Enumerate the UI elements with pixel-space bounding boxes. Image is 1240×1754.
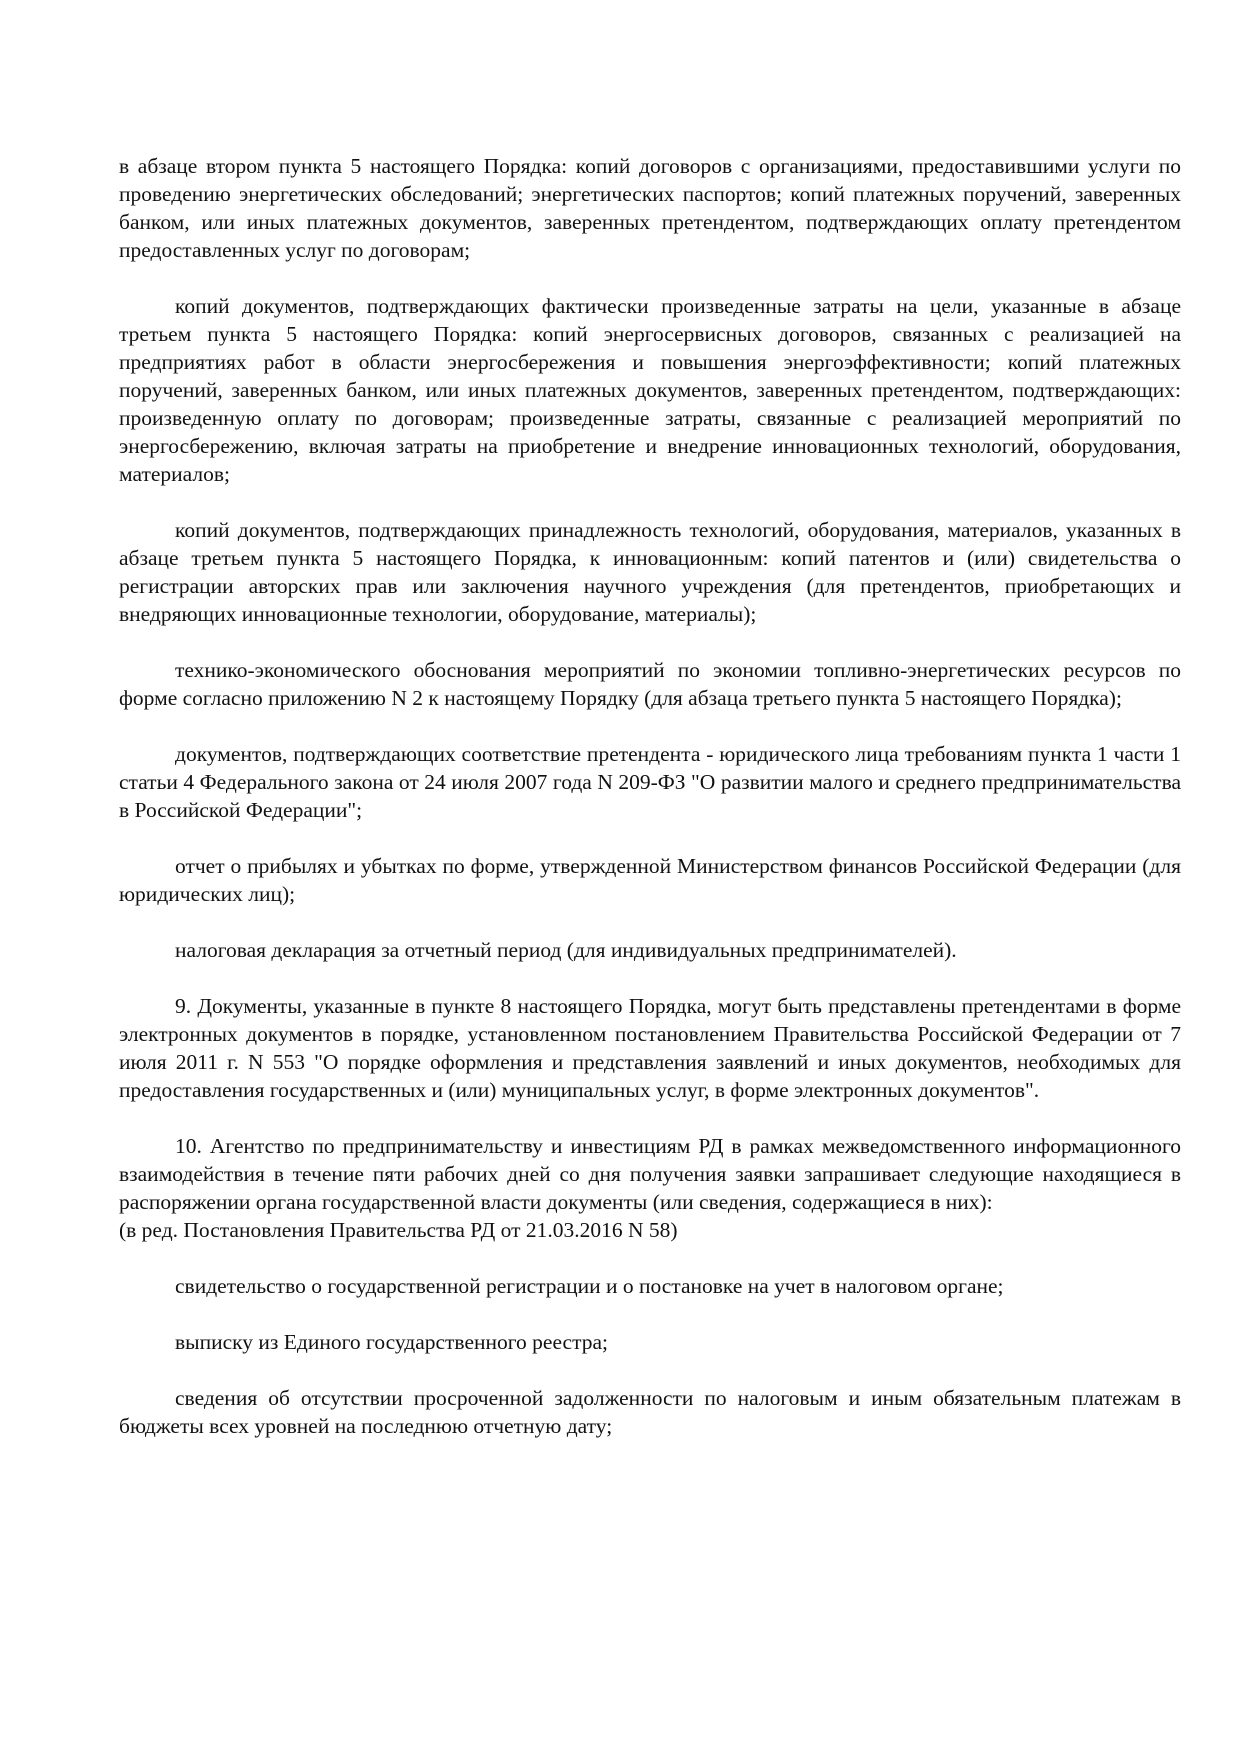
document-page [119, 152, 1181, 1468]
paragraph: свидетельство о государственной регистрации и о постановке на учет в налоговом органе; [175, 1274, 1004, 1298]
paragraph: отчет о прибылях и убытках по форме, утвержденной Министерством финансов Российской Федерации (для юридических лиц); [119, 854, 1181, 906]
paragraph: технико-экономического обоснования мероприятий по экономии топливно-энергетических ресурсов по форме согласно приложению N 2 к настоящему Порядку (для абзаца третьего пункта 5 настоящего Порядка); [119, 658, 1181, 710]
paragraph: сведения об отсутствии просроченной задолженности по налоговым и иным обязательным платежам в бюджеты всех уровней на последнюю отчетную дату; [119, 1386, 1181, 1438]
paragraph-continuation: в абзаце втором пункта 5 настоящего Порядка: копий договоров с организациями, предоставившими услуги по проведению энергетических обследований; энергетических паспортов; копий платежных поручений, заверенных банком, или иных платежных документов, заверенных претендентом, подтверждающих оплату претендентом предоставленных услуг по договорам; [119, 154, 1181, 262]
paragraph: копий документов, подтверждающих фактически произведенные затраты на цели, указанные в абзаце третьем пункта 5 настоящего Порядка: копий энергосервисных договоров, связанных с реализацией на предприятиях работ в области энергосбережения и повышения энергоэффективности; копий платежных поручений, заверенных банком, или иных платежных документов, заверенных претендентом, подтверждающих: произведенную оплату по договорам; произведенные затраты, связанные с реализацией мероприятий по энергосбережению, включая затраты на приобретение и внедрение инновационных технологий, оборудования, материалов; [119, 294, 1181, 486]
paragraph: документов, подтверждающих соответствие претендента - юридического лица требованиям пункта 1 части 1 статьи 4 Федерального закона от 24 июля 2007 года N 209-ФЗ "О развитии малого и среднего предпринимательства в Российской Федерации"; [119, 742, 1181, 822]
paragraph-item-9: 9. Документы, указанные в пункте 8 настоящего Порядка, могут быть представлены претендентами в форме электронных документов в порядке, установленном постановлением Правительства Российской Федерации от 7 июля 2011 г. N 553 "О порядке оформления и представления заявлений и иных документов, необходимых для предоставления государственных и (или) муниципальных услуг, в форме электронных документов". [119, 994, 1181, 1102]
amendment-note: (в ред. Постановления Правительства РД от 21.03.2016 N 58) [119, 1218, 678, 1242]
paragraph: налоговая декларация за отчетный период (для индивидуальных предпринимателей). [175, 938, 957, 962]
paragraph: копий документов, подтверждающих принадлежность технологий, оборудования, материалов, указанных в абзаце третьем пункта 5 настоящего Порядка, к инновационным: копий патентов и (или) свидетельства о регистрации авторских прав или заключения научного учреждения (для претендентов, приобретающих и внедряющих инновационные технологии, оборудование, материалы); [119, 518, 1181, 626]
paragraph: выписку из Единого государственного реестра; [175, 1330, 609, 1354]
paragraph-item-10: 10. Агентство по предпринимательству и инвестициям РД в рамках межведомственного информационного взаимодействия в течение пяти рабочих дней со дня получения заявки запрашивает следующие находящиеся в распоряжении органа государственной власти документы (или сведения, содержащиеся в них): [119, 1134, 1181, 1214]
